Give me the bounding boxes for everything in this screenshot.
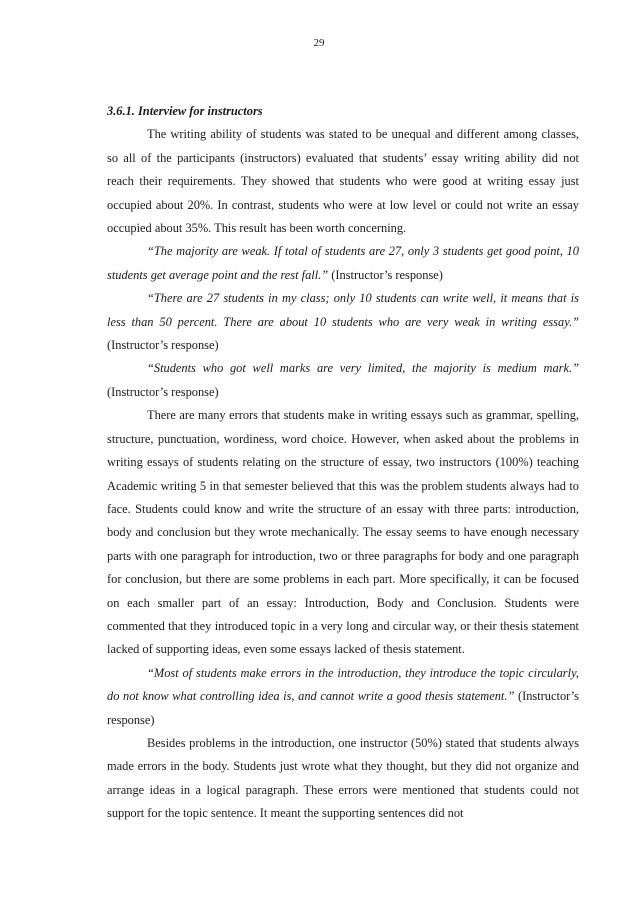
paragraph-writing-ability: The writing ability of students was stated to be unequal and different among classes, so all of the participants (instructors) evaluated that students’ essay writing ability did not reach their requirements. They showed that students who were good at writing essay just occupied about 20%. In contrast, students who were at low level or could not write an essay occupied about 35%. This result has been worth concerning.	[107, 127, 579, 236]
quote-text: “There are 27 students in my class; only 10 students can write well, it means that is less than 50 percent. There are about 10 students who are very weak in writing essay.”	[107, 291, 579, 329]
quote-attribution: (Instructor’s response)	[107, 338, 219, 353]
quote-attribution: (Instructor’s response)	[107, 384, 219, 399]
quote-attribution: (Instructor’s response)	[328, 267, 443, 282]
section-heading: 3.6.1. Interview for instructors	[107, 104, 263, 118]
page-number: 29	[313, 37, 325, 49]
quote-text: “Students who got well marks are very limited, the majority is medium mark.”	[147, 361, 579, 376]
paragraph-errors: There are many errors that students make in writing essays such as grammar, spelling, structure, punctuation, wordiness, word choice. However, when asked about the problems in writing essays of students relating on the structure of essay, two instructors (100%) teaching Academic writing 5 in that semester believed that this was the problem students always had to face. Students could know and write the structure of an essay with three parts: introduction, body and conclusion but they wrote mechanically. The essay seems to have enough necessary parts with one paragraph for introduction, two or three paragraphs for body and one paragraph for conclusion, but there are some problems in each part. More specifically, it can be focused on each smaller part of an essay: Introduction, Body and Conclusion. Students were commented that they introduced topic in a very long and circular way, or their thesis statement lacked of supporting ideas, even some essays lacked of thesis statement.	[107, 408, 579, 657]
instructor-quote-2	[107, 287, 579, 357]
quote-text: “The majority are weak. If total of students are 27, only 3 students get good point, 10 students get average point and the rest fall.”	[107, 244, 579, 282]
instructor-quote-3	[107, 357, 579, 404]
instructor-quote-1	[107, 240, 579, 287]
quote-attribution: (Instructor’s response)	[107, 689, 579, 727]
quote-text: “Most of students make errors in the introduction, they introduce the topic circularly, do not know what controlling idea is, and cannot write a good thesis statement.”	[107, 665, 579, 704]
paragraph-body-errors: Besides problems in the introduction, one instructor (50%) stated that students always made errors in the body. Students just wrote what they thought, but they did not organize and arrange ideas in a logical paragraph. These errors were mentioned that students could not support for the topic sentence. It meant the supporting sentences did not	[107, 735, 579, 821]
instructor-quote-4	[107, 662, 579, 732]
document-body	[107, 100, 579, 826]
